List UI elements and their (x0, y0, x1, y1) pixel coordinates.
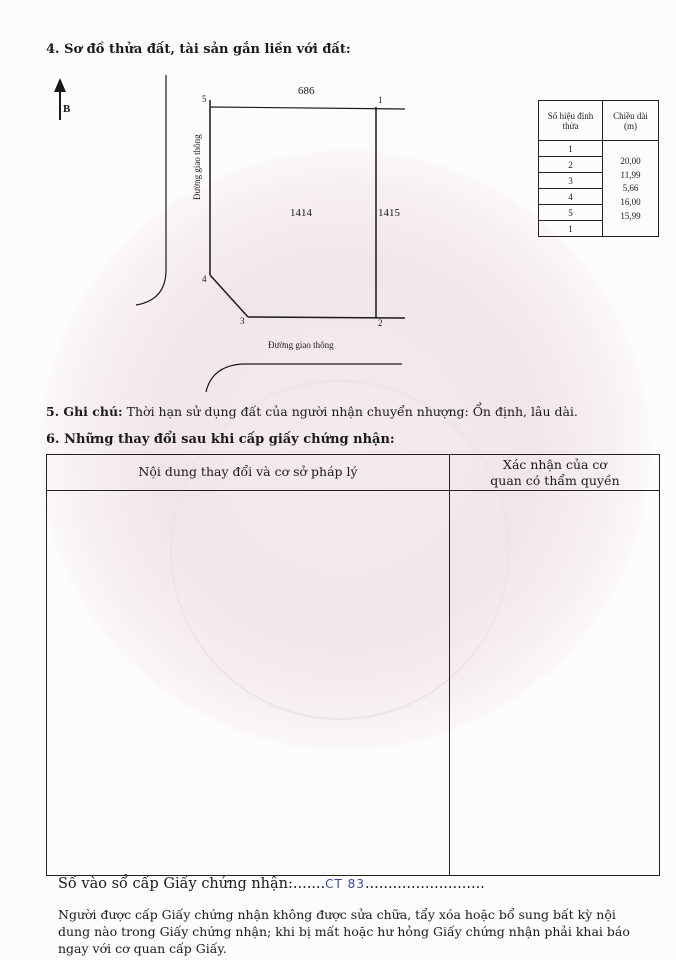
parcel-east-neighbor: 1415 (378, 207, 400, 219)
register-dots-before: ....... (292, 876, 326, 892)
confirmation-column-header (449, 457, 661, 489)
register-number-value: CT 83 (325, 877, 365, 891)
header-length: Chiều dài (m) (603, 101, 659, 141)
confirmation-header-line2: quan có thẩm quyền (490, 473, 620, 488)
length-value: 20,00 (620, 156, 641, 167)
parcel-main-number: 1414 (290, 207, 312, 219)
footer-warning-note: Người được cấp Giấy chứng nhận không được sửa chữa, tẩy xóa hoặc bổ sung bất kỳ nội dung nào trong Giấy chứng nhận; khi bị mất hoặc hư hỏng Giấy chứng nhận phải khai báo ngay với cơ quan cấp Giấy. (58, 907, 630, 956)
road-west-label: Đường giao thông (192, 134, 202, 200)
column-divider (449, 455, 450, 875)
register-label: Số vào sổ cấp Giấy chứng nhận: (58, 876, 293, 892)
changes-table (46, 454, 660, 876)
changes-column-header: Nội dung thay đổi và cơ sở pháp lý (138, 464, 358, 479)
table-point: 2 (539, 157, 603, 173)
table-point: 1 (539, 221, 603, 237)
length-value: 11,99 (620, 169, 641, 180)
header-point: Số hiệu đỉnh thửa (539, 101, 603, 141)
table-point: 5 (539, 205, 603, 221)
north-label: B (63, 103, 71, 115)
point-2-label: 2 (378, 318, 383, 328)
section-4-heading: 4. Sơ đồ thửa đất, tài sản gắn liền với đất: (46, 42, 351, 57)
road-south-curve (206, 364, 402, 392)
table-point: 1 (539, 141, 603, 157)
point-4-label: 4 (202, 274, 207, 284)
road-south-label: Đường giao thông (268, 340, 334, 350)
header-divider (47, 490, 659, 491)
register-number-line (58, 876, 485, 892)
land-plot-diagram (0, 70, 520, 400)
edge-length-table (538, 100, 659, 237)
length-value: 15,99 (620, 210, 641, 221)
parcel-north-neighbor: 686 (298, 85, 315, 97)
length-value: 16,00 (620, 197, 641, 208)
chamfer-boundary-line (210, 275, 248, 317)
table-point: 4 (539, 189, 603, 205)
section-5-label: 5. Ghi chú: (46, 404, 123, 419)
point-1-label: 1 (378, 95, 383, 105)
section-5-text: Thời hạn sử dụng đất của người nhận chuyển nhượng: Ổn định, lâu dài. (126, 404, 578, 419)
table-point: 3 (539, 173, 603, 189)
length-cell (603, 141, 659, 237)
length-value: 5,66 (622, 183, 639, 194)
section-6-heading: 6. Những thay đổi sau khi cấp giấy chứng nhận: (46, 432, 395, 447)
register-dots-after: .......................... (364, 876, 485, 892)
point-3-label: 3 (240, 316, 245, 326)
point-5-label: 5 (202, 94, 207, 104)
road-west-curve (136, 75, 166, 305)
confirmation-header-line1: Xác nhận của cơ (503, 457, 607, 472)
section-5-note (46, 404, 578, 419)
